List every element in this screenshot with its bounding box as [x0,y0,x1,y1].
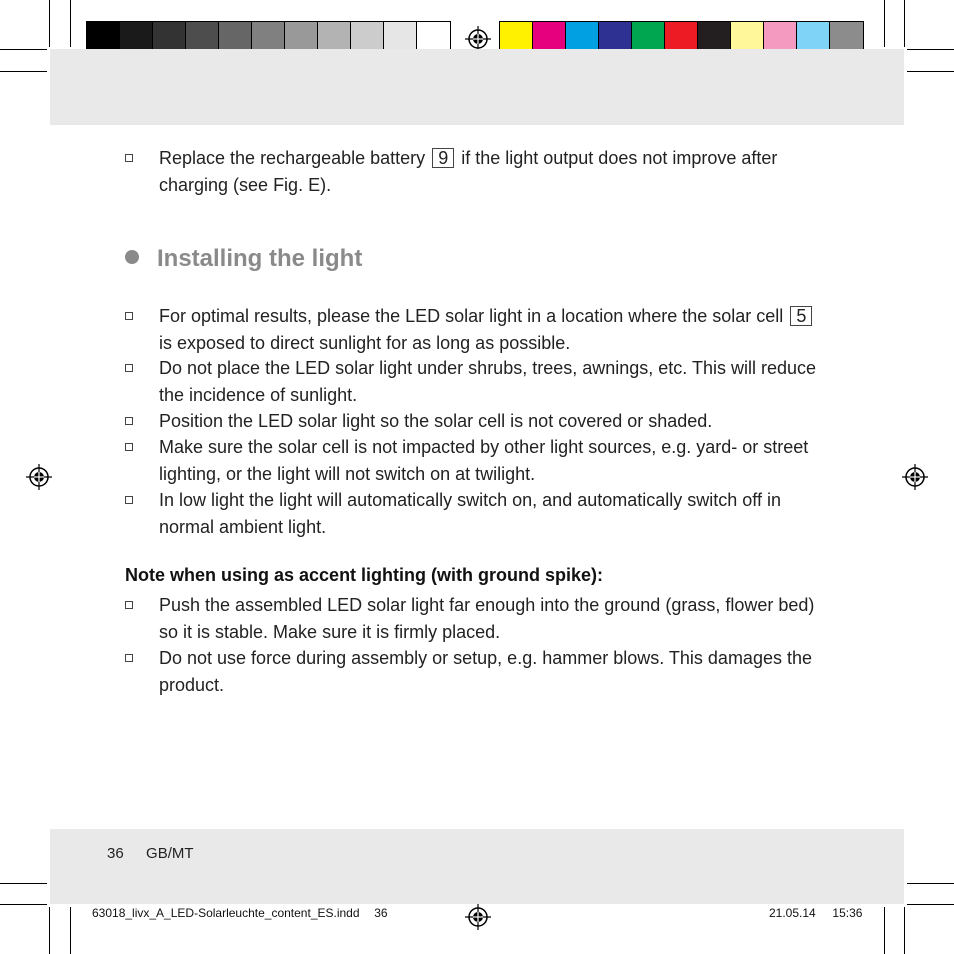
list-item-text: Do not use force during assembly or setup, e.g. hammer blows. This damages the product. [159,648,812,695]
crop-mark [907,904,954,905]
checkbox-bullet-icon [125,654,133,662]
page-footer [107,845,194,862]
registration-mark-icon [465,904,491,930]
list-item-text: Push the assembled LED solar light far enough into the ground (grass, flower bed) so it is stable. Make sure it is firmly placed. [159,595,815,642]
crop-mark [0,904,47,905]
crop-mark [904,907,905,954]
slug-date: 21.05.14 [769,906,816,920]
list-item-text: In low light the light will automatically switch on, and automatically switch off in normal ambient light. [159,490,781,537]
registration-mark-icon [26,464,52,490]
checkbox-bullet-icon [125,601,133,609]
checkbox-bullet-icon [125,312,133,320]
crop-mark [49,0,50,47]
list-item-text: For optimal results, please the LED solar light in a location where the solar cell 5 is exposed to direct sunlight for as long as possible. [159,303,825,356]
crop-mark [907,49,954,50]
list-item-text: Replace the rechargeable battery 9 if the light output does not improve after charging (see Fig. E). [159,148,778,195]
page-number: 36 [107,845,124,862]
registration-mark-icon [902,464,928,490]
crop-mark [0,71,47,72]
language-code: GB/MT [146,845,194,862]
crop-mark [70,0,71,47]
checkbox-bullet-icon [125,443,133,451]
part-reference-badge: 5 [790,306,812,326]
checkbox-bullet-icon [125,417,133,425]
note-heading: Note when using as accent lighting (with ground spike): [125,565,604,585]
slug-file-info [92,906,388,920]
footer-band [50,829,904,904]
checkbox-bullet-icon [125,496,133,504]
slug-filename: 63018_livx_A_LED-Solarleuchte_content_ES.indd [92,906,360,920]
crop-mark [70,907,71,954]
checkbox-bullet-icon [125,154,133,162]
list-item-text: Position the LED solar light so the solar cell is not covered or shaded. [159,411,713,431]
section-heading: Installing the light [125,245,362,273]
heading-bullet-icon [125,250,139,264]
crop-mark [904,0,905,47]
crop-mark [884,907,885,954]
crop-mark [907,883,954,884]
crop-mark [884,0,885,47]
checkbox-bullet-icon [125,364,133,372]
crop-mark [0,883,47,884]
list-item-text: Make sure the solar cell is not impacted by other light sources, e.g. yard- or street lighting, or the light will not switch on at twilight. [159,437,809,484]
list-item-text: Do not place the LED solar light under shrubs, trees, awnings, etc. This will reduce the incidence of sunlight. [159,358,816,405]
slug-timestamp [769,906,862,920]
part-reference-badge: 9 [432,148,454,168]
crop-mark [0,49,47,50]
header-band [50,49,904,125]
crop-mark [49,907,50,954]
slug-page: 36 [374,906,388,920]
slug-time: 15:36 [832,906,863,920]
crop-mark [907,71,954,72]
